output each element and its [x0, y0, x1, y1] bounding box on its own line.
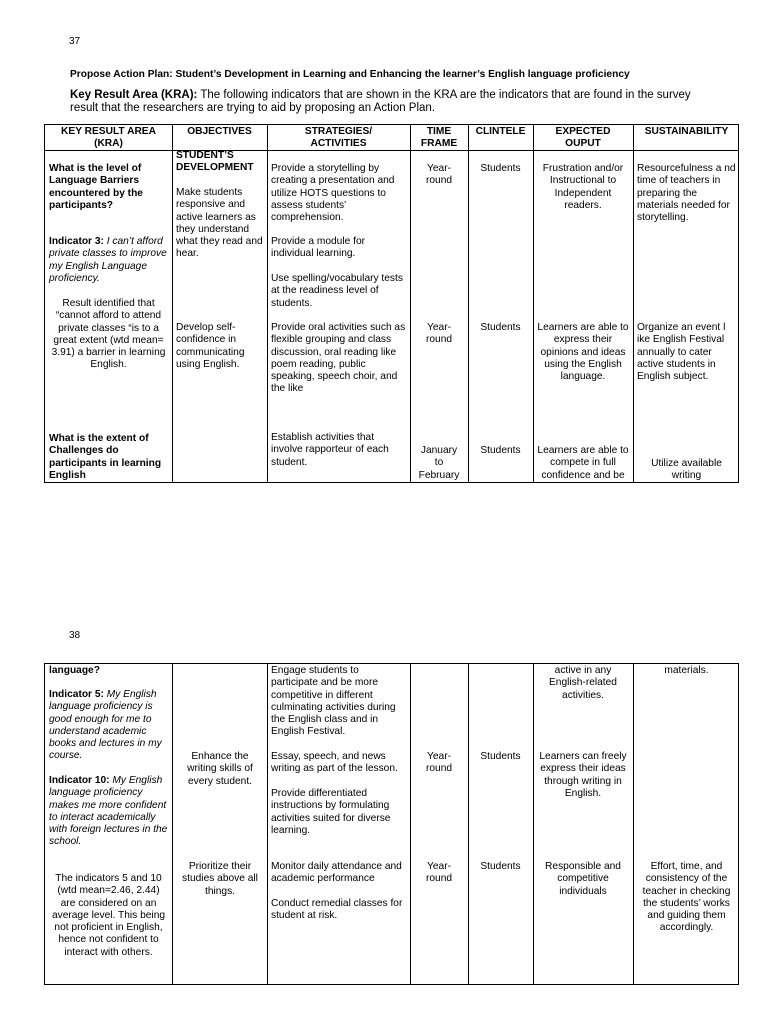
- time-frame-3: January to February: [418, 445, 460, 481]
- objective-4: Prioritize their studies above all things.: [182, 861, 258, 897]
- header-kra: KEY RESULT AREA (KRA): [61, 126, 156, 149]
- indicator-label: Indicator 10:: [49, 775, 110, 786]
- indicator-text: My English language proficiency makes me more confident to interact academically with foreign lectures in the school.: [49, 775, 168, 848]
- strategy-7: Essay, speech, and news writing as part of the lesson.: [271, 751, 398, 775]
- sustainability-3: Utilize available writing: [651, 458, 722, 482]
- objective-heading: STUDENT’S DEVELOPMENT: [176, 150, 254, 174]
- indicator-text: I can’t afford private classes to improve my English Language proficiency.: [49, 236, 167, 284]
- column-divider: [172, 664, 173, 984]
- column-divider: [633, 125, 634, 482]
- column-divider: [410, 664, 411, 984]
- time-frame-1: Year-round: [425, 163, 453, 187]
- time-frame-2: Year-round: [425, 322, 453, 346]
- intro-label: Key Result Area (KRA):: [70, 89, 198, 101]
- action-plan-table-continued: [44, 663, 739, 985]
- header-time-frame: TIME FRAME: [420, 126, 458, 149]
- sustainability-3-continued: materials.: [664, 665, 709, 676]
- clientele-5: Students: [480, 861, 521, 872]
- header-sustainability: SUSTAINABILITY: [644, 126, 729, 137]
- strategy-10: Conduct remedial classes for student at risk.: [271, 898, 403, 922]
- sustainability-4: Effort, time, and consistency of the teacher in checking the students’ works and guiding them accordingly.: [642, 861, 731, 934]
- time-frame-4: Year-round: [425, 751, 453, 775]
- column-divider: [533, 125, 534, 482]
- strategy-9: Monitor daily attendance and academic performance: [271, 861, 402, 885]
- column-divider: [267, 125, 268, 482]
- column-divider: [468, 664, 469, 984]
- page-title: Propose Action Plan: Student’s Development in Learning and Enhancing the learner’s English language proficiency: [70, 69, 630, 80]
- sustainability-1: Resourcefulness a nd time of teachers in preparing the materials needed for storytelling.: [637, 163, 736, 224]
- indicator-label: Indicator 5:: [49, 689, 104, 700]
- column-divider: [267, 664, 268, 984]
- clientele-4: Students: [480, 751, 521, 762]
- kra-indicator-10: [49, 775, 170, 849]
- strategy-6: Engage students to participate and be more competitive in different culminating activities during the English class and in English Festival.: [271, 665, 396, 738]
- kra-result: Result identified that “cannot afford to attend private classes “is to a great extent (wtd mean= 3.91) a barrier in learning English.: [51, 298, 166, 371]
- kra-question-1: What is the level of Language Barriers encountered by the participants?: [49, 163, 143, 211]
- objective-1: Make students responsive and active learners as they understand what they read and hear.: [176, 187, 263, 260]
- kra-indicator-5: [49, 689, 170, 763]
- strategy-1: Provide a storytelling by creating a presentation and utilize HOTS questions to assess students’ comprehension.: [271, 163, 395, 224]
- page-number: 37: [69, 36, 81, 47]
- clientele-1: Students: [480, 163, 521, 174]
- kra-result: The indicators 5 and 10 (wtd mean=2.46, 2.44) are considered on an average level. This being not proficient in English, hence not confident to interact with others.: [51, 873, 166, 958]
- clientele-3: Students: [480, 445, 521, 456]
- action-plan-table: [44, 124, 739, 483]
- strategy-2: Provide a module for individual learning.: [271, 236, 366, 260]
- objective-3: Enhance the writing skills of every student.: [187, 751, 253, 787]
- intro-text: The following indicators that are shown in the KRA are the indicators that are found in the survey result that the researchers are trying to aid by proposing an Action Plan.: [70, 89, 691, 114]
- time-frame-5: Year-round: [425, 861, 453, 885]
- expected-output-3-continued: active in any English-related activities.: [549, 665, 617, 701]
- column-divider: [633, 664, 634, 984]
- kra-indicator-3: [49, 236, 170, 285]
- header-clientele: CLINTELE: [475, 126, 526, 137]
- strategy-4: Provide oral activities such as flexible grouping and class discussion, oral reading like poem reading, public speaking, speech choir, and the like: [271, 322, 406, 395]
- expected-output-3: Learners are able to compete in full confidence and be: [537, 445, 629, 481]
- expected-output-2: Learners are able to express their opinions and ideas using the English language.: [537, 322, 629, 383]
- sustainability-2: Organize an event l ike English Festival annually to cater active students in English subject.: [637, 322, 726, 383]
- column-divider: [468, 125, 469, 482]
- expected-output-4: Learners can freely express their ideas through writing in English.: [539, 751, 627, 799]
- strategy-8: Provide differentiated instructions by formulating activities suited for diverse learning.: [271, 788, 391, 836]
- expected-output-5: Responsible and competitive individuals: [545, 861, 621, 897]
- header-expected-output: EXPECTED OUPUT: [555, 126, 611, 149]
- kra-question-2: What is the extent of Challenges do participants in learning English: [49, 433, 162, 481]
- page-number: 38: [69, 630, 81, 641]
- kra-question-2-continued: language?: [49, 665, 100, 676]
- indicator-text: My English language proficiency is good enough for me to understand academic books and lectures in my course.: [49, 689, 162, 762]
- header-objectives: OBJECTIVES: [187, 126, 252, 137]
- clientele-2: Students: [480, 322, 521, 333]
- intro-paragraph: [70, 89, 710, 115]
- objective-2: Develop self-confidence in communicating using English.: [176, 322, 245, 370]
- column-divider: [533, 664, 534, 984]
- strategy-3: Use spelling/vocabulary tests at the readiness level of students.: [271, 273, 403, 309]
- header-strategies: STRATEGIES/ ACTIVITIES: [304, 126, 373, 149]
- column-divider: [172, 125, 173, 482]
- strategy-5: Establish activities that involve rapporteur of each student.: [271, 432, 389, 468]
- expected-output-1: Frustration and/or Instructional to Independent readers.: [542, 163, 624, 211]
- indicator-label: Indicator 3:: [49, 236, 104, 247]
